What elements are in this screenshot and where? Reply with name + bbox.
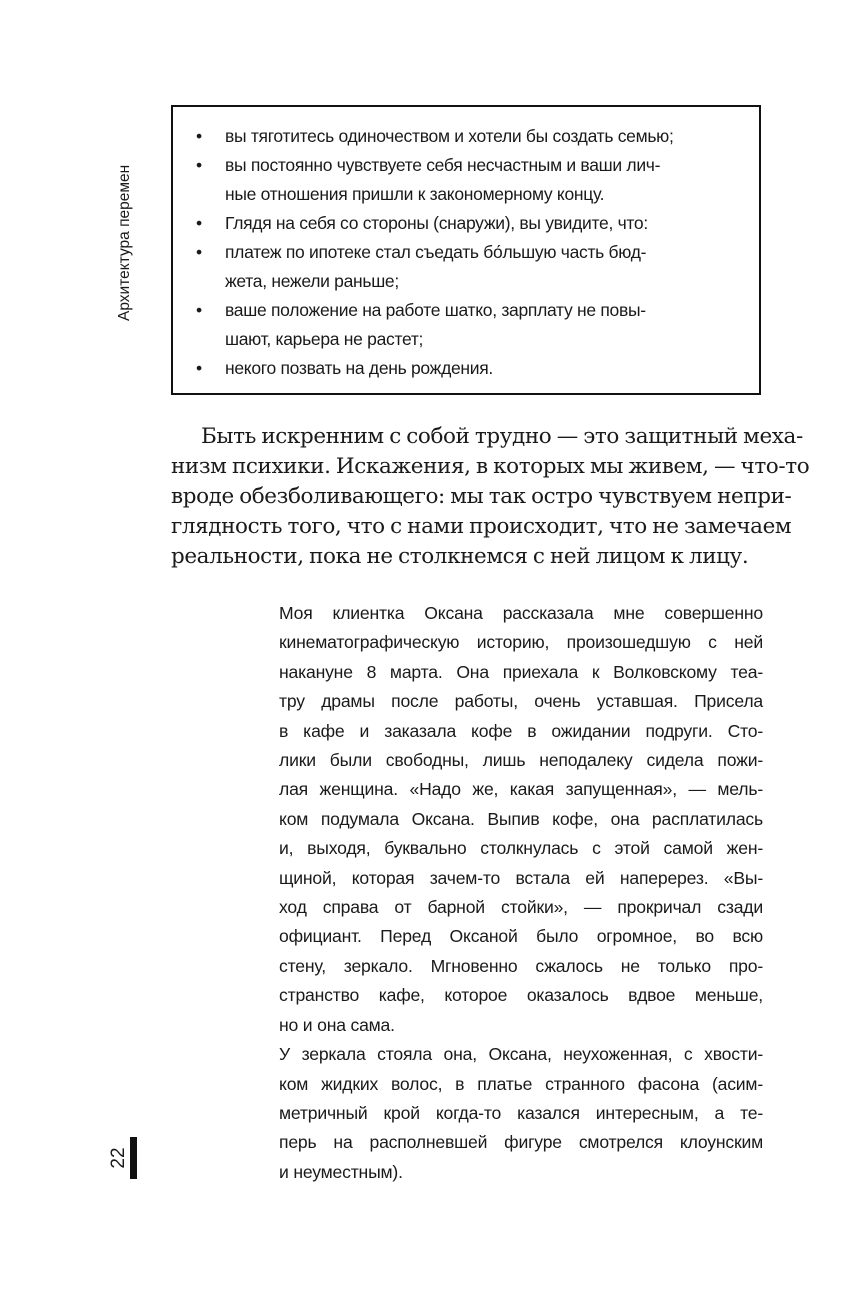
story-line: и неуместным). (279, 1161, 403, 1182)
checklist-item (225, 122, 745, 151)
paragraph-line: реальности, пока не столкнемся с ней лицом к лицу. (171, 544, 749, 569)
framed-checklist-box (171, 105, 761, 395)
story-line: метричный крой когда-то казался интересным, а те- (279, 1102, 763, 1123)
page-number-bar (130, 1137, 137, 1179)
page-number: 22 (108, 1147, 129, 1169)
checklist-line: • вы постоянно чувствуете себя несчастным и ваши лич- (225, 155, 661, 175)
paragraph-line: глядность того, что с нами происходит, что не замечаем (171, 514, 792, 539)
story-line: официант. Перед Оксаной было огромное, во всю (279, 926, 763, 947)
checklist-line: • некого позвать на день рождения. (225, 358, 493, 378)
story-line: в кафе и заказала кофе в ожидании подруги. Сто- (279, 720, 763, 741)
story-line: но и она сама. (279, 1014, 395, 1035)
checklist-item (225, 354, 745, 383)
story-line: стену, зеркало. Мгновенно сжалось не только про- (279, 955, 763, 976)
running-head-text: Архитектура перемен (116, 164, 133, 321)
story-line: накануне 8 марта. Она приехала к Волковскому теа- (279, 661, 763, 682)
checklist-line: • ваше положение на работе шатко, зарплату не повы- (225, 300, 646, 320)
story-line: кинематографическую историю, произошедшую с ней (279, 632, 763, 653)
story-line: ход справа от барной стойки», — прокричал сзади (279, 897, 763, 918)
checklist-line: жета, нежели раньше; (225, 271, 399, 291)
story-line: Моя клиентка Оксана рассказала мне совершенно (279, 603, 763, 623)
checklist-line: • Глядя на себя со стороны (снаружи), вы увидите, что: (225, 213, 648, 233)
checklist-item (225, 238, 745, 296)
story-line: странство кафе, которое оказалось вдвое меньше, (279, 985, 763, 1006)
story-paragraph (279, 1040, 763, 1187)
story-line: щиной, которая зачем-то встала ей наперерез. «Вы- (279, 867, 763, 888)
story-paragraph (279, 599, 763, 1040)
story-line: тру драмы после работы, очень уставшая. Присела (279, 691, 763, 712)
checklist-line: ные отношения пришли к закономерному концу. (225, 184, 605, 204)
story-line: ком жидких волос, в платье странного фасона (асим- (279, 1073, 763, 1094)
checklist-item (225, 151, 745, 209)
running-head (113, 131, 137, 321)
checklist-line: шают, карьера не растет; (225, 329, 424, 349)
main-paragraph (171, 422, 810, 572)
story-line: лики были свободны, лишь неподалеку сидела пожи- (279, 750, 763, 771)
story-line: ком подумала Оксана. Выпив кофе, она расплатилась (279, 808, 763, 829)
paragraph-line: вроде обезболивающего: мы так остро чувствуем непри- (171, 484, 792, 509)
checklist-line: • вы тяготитесь одиночеством и хотели бы создать семью; (225, 126, 674, 146)
story-line: и, выходя, буквально столкнулась с этой самой жен- (279, 838, 763, 859)
checklist-item (225, 296, 745, 354)
checklist (225, 122, 745, 383)
checklist-line: • платеж по ипотеке стал съедать бо́льшую часть бюд- (225, 242, 647, 262)
page-number-block (108, 1137, 134, 1179)
story-line: лая женщина. «Надо же, какая запущенная», — мель- (279, 779, 763, 800)
paragraph-line: Быть искренним с собой трудно — это защитный меха- (201, 424, 803, 449)
paragraph-line: низм психики. Искажения, в которых мы живем, — что-то (171, 454, 810, 479)
story-line: перь на располневшей фигуре смотрелся клоунским (279, 1132, 763, 1153)
story-block (279, 599, 763, 1187)
checklist-item (225, 209, 745, 238)
story-line: У зеркала стояла она, Оксана, неухоженная, с хвости- (279, 1044, 763, 1065)
